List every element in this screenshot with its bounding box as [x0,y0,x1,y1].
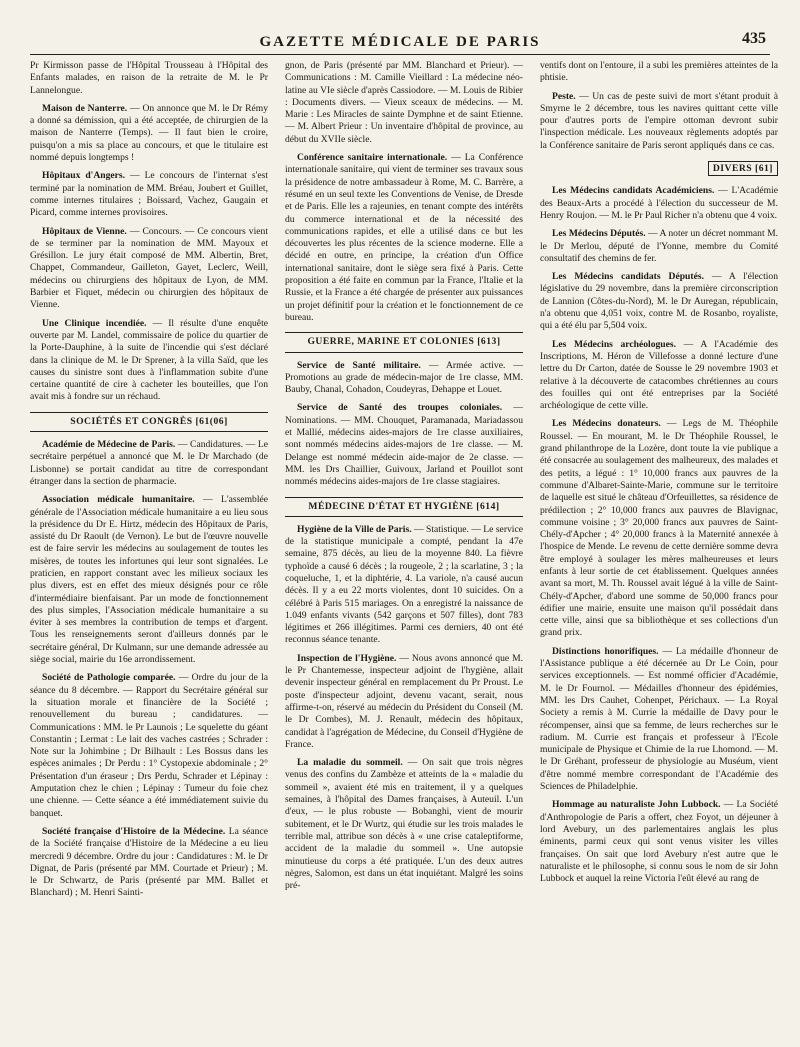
article-text: — La médaille d'honneur de l'Assistance publique a été décernée au Dr Le Coin, pour services exceptionnels. — Est nommé officier d'Académie, M. le Dr Fournol. — Médailles d'honneur des épidémies, MM. les Drs Cauhet, Cohenpet, Périchaux. — La Royal Society a remis à M. Currie la médaille de Davy pour le récompenser, ainsi que sa femme, de leurs recherches sur le radium. M. Currie est français et professeur à l'Ecole municipale de Physique et Chimie de la rue Lhomond. — M. le Dr Gréhant, professeur de physiologie au Muséum, vient d'être nommé membre correspondant de l'Académie des Sciences de Philadelphie. [540,645,778,793]
article-heading: Société de Pathologie comparée. [42,672,176,684]
article-heading: Inspection de l'Hygiène. [297,652,397,664]
article-hygiene-paris [285,524,523,647]
article-angers [30,170,268,219]
article-academie [30,439,268,488]
article-sommeil-cont [540,60,778,85]
article-pathologie [30,672,268,820]
article-text: — L'Académie des Beaux-Arts a procédé à l'élection du successeur de M. Henry Roujon. — M. le Pr Paul Richer n'a obtenu que 4 voix. [540,185,778,221]
article-peste [540,91,778,152]
article-heading: Service de Santé militaire. [297,359,421,371]
section-heading-guerre: GUERRE, MARINE ET COLONIES [613] [285,332,523,352]
article-heading: Hôpitaux de Vienne. [42,225,127,237]
article-text: — Statistique. — Le service de la statistique municipale a compté, pendant la 47e semaine, 875 décès, au lieu de la moyenne 840. La fièvre typhoïde a causé 6 décès ; la rougeole, 2 ; la scarlatine, 3 ; la coqueluche, 1, et la diphtérie, 4. La variole, n'a causé aucun décès. Il y a eu 22 morts violentes, dont 10 suicides. On a célébré à Paris 515 mariages. On a enregistré la naissance de 1.049 enfants vivants (542 garçons et 507 filles), dont 783 légitimes et 266 illégitimes. Parmi ces derniers, 40 ont été reconnus séance tenante. [285,523,523,646]
column-1 [30,60,268,906]
article-academiciens [540,185,778,222]
column-2 [285,60,523,898]
article-heading: Les Médecins donateurs. [552,418,661,430]
article-heading: Conférence sanitaire internationale. [297,152,448,164]
column-3 [540,60,778,891]
section-label: DIVERS [61] [708,161,778,176]
article-lubbock [540,799,778,885]
article-heading: Distinctions honorifiques. [552,645,659,657]
article-text: — On annonce que M. le Dr Rémy a donné sa démission, qui a été acceptée, de chirurgien de la maison de Nanterre (Temps). — Il faut bien le croire, puisqu'on a mis sa place au concours, et que le titulaire est nommé depuis longtemps ! [30,102,268,164]
article-clinique [30,318,268,404]
article-text: La séance de la Société française d'Histoire de la Médecine a eu lieu mercredi 9 décembre. Ordre du jour : Candidatures : M. le Dr Dignat, de Paris (présenté par MM. Courtade et Prieur) ; M. le Dr Schwartz, de Paris (présenté par MM. Ballet et Blanchard) ; M. Henri Sainti- [30,825,268,899]
article-text: — A l'élection législative du 29 novembre, dans la première circonscription de Lannion (Côtes-du-Nord), M. le Dr Auregan, républicain, n'a obtenu que 4,051 voix, contre M. de Rosanbo, royaliste, qui a été élu par 5,504 voix. [540,271,778,332]
article-text: — Un cas de peste suivi de mort s'étant produit à Smyrne le 2 décembre, tous les navires quittant cette ville pour d'autres ports de l'empire ottoman devront subir l'inspection médicale. Les nouveaux règlements adoptés par la Conférence sanitaire de Paris seront appliqués dans ce cas. [540,90,778,151]
article-text: — La Conférence internationale sanitaire, qui vient de terminer ses travaux sous la présidence de notre ambassadeur à Rome, M. C. Barrère, a résumé en un seul texte les Conventions de Venise, de Dresde et de Paris. Elle les a rajeunies, en tenant compte des intérêts du commerce international et de la nécessité des communications rapides, et elle a utilisé dans ce but les découvertes les plus récentes de la science moderne. Elle a décidé en outre, en principe, la création d'un Office international sanitaire, dont le siège sera fixé à Paris. Cette proposition a été faite en commun par la France, l'Italie et la Russie, et la France a été chargée de présenter aux puissances un projet définitif pour la création et le fonctionnement de ce bureau. [285,152,524,323]
article-text: — Il résulte d'une enquête ouverte par M. Landel, commissaire de police du quartier de la Porte-Dauphine, à la suite de l'incendie qui s'est déclaré dans la clinique de M. le Dr Sprener, à la villa Saïd, que les causes du sinistre sont dues à l'inflammation subite d'une certaine quantité de cire à cacheter les bouteilles, que l'on avait mis à fondre sur un réchaud. [30,317,268,403]
page-number: 435 [742,30,766,47]
journal-title: GAZETTE MÉDICALE DE PARIS [259,34,541,50]
article-text: ventifs dont on l'entoure, il a subi les premières atteintes de la phtisie. [540,60,778,84]
section-heading-societes: SOCIÉTÉS ET CONGRÈS [61(06] [30,412,268,432]
article-conference [285,152,523,324]
article-distinctions [540,646,778,794]
article-donateurs [540,418,778,639]
article-heading: Académie de Médecine de Paris. [42,439,176,451]
article-heading: La maladie du sommeil. [297,757,403,769]
article-candidats-deputes [540,271,778,332]
running-header [0,30,800,58]
article-histoire [30,826,268,900]
article-heading: Les Médecins archéologues. [552,338,677,350]
article-text: — On sait que trois nègres venus des confins du Zambèze et atteints de la « maladie du sommeil », avaient été mis en traitement, il y a quelques semaines, à l'hôpital des Dames françaises, à Auteuil. L'un d'eux, — le plus robuste — Bobanghi, vient de mourir subitement, et le Dr Wurtz, qui étudie sur les trois malades le terrible mal, attribue son décès à « une crise cataleptiforme, accident de la maladie du sommeil ». Une autopsie minutieuse du corps a été pratiquée. L'un des deux autres nègres, Salomon, est dans un état inquiétant. Malgré les soins pré- [285,757,524,892]
section-heading-hygiene: MÉDECINE D'ÉTAT ET HYGIÈNE [614] [285,497,523,517]
article-heading: Association médicale humanitaire. [42,494,195,506]
article-text: — La Société d'Anthropologie de Paris a offert, chez Foyot, un déjeuner à lord Avebury, un des parlementaires anglais les plus éminents, parmi ceux qui sont venus visiter les villes françaises. On sait que lord Avebury n'est autre que le naturaliste et le philosophe, si connu sous le nom de sir John Lubbock et auquel la reine Victoria l'eût élevé au rang de [540,799,778,885]
article-heading: Une Clinique incendiée. [42,317,147,329]
article-troupes-coloniales [285,402,523,488]
section-heading-divers [540,160,778,178]
article-heading: Hommage au naturaliste John Lubbock. [552,799,721,811]
article-kirmisson [30,60,268,97]
article-histoire-cont [285,60,523,146]
article-nanterre [30,103,268,164]
header-rule [30,54,770,55]
article-text: gnon, de Paris (présenté par MM. Blanchard et Prieur). — Communications : M. Camille Vieillard : La médecine néo-latine au VIe siècle d'après Cassiodore. — M. Louis de Ribier : Documents divers. — Vieux sceaux de médecins. — M. Marie : Les Miracles de sainte Dymphne et de saint Etienne. — M. Albert Prieur : Un inventaire d'hôpital de province, au début du XVIIe siècle. [285,60,523,145]
article-heading: Les Médecins Députés. [552,228,646,240]
article-text: — Armée active. — Promotions au grade de médecin-major de 1re classe, MM. Bauby, Chanal, Cohadon, Coudeyras, Dehappe et Louet. [285,359,524,396]
article-text: — Candidatures. — Le secrétaire perpétuel a annoncé que M. le Dr Marchado (de Lisbonne) se portait candidat au titre de correspondant étranger dans la section de pharmacie. [30,439,268,487]
article-heading: Peste. [552,90,576,102]
article-sommeil [285,757,523,892]
article-heading: Société française d'Histoire de la Médecine. [42,825,226,837]
article-deputes [540,228,778,265]
article-heading: Hygiène de la Ville de Paris. [297,523,412,535]
article-text: — A noter un décret nommant M. le Dr Merlou, député de l'Yonne, membre du Comité consultatif des chemins de fer. [540,228,778,264]
article-text: — Nous avons annoncé que M. le Pr Chantemesse, inspecteur adjoint de l'hygiène, allait devenir inspecteur général en remplacement du Pr Proust. Le poste d'inspecteur adjoint, devenu vacant, serait, nous affirme-t-on, réservé au médecin du Président du Conseil (M. le Dr Combes), M. J. Renault, médecin des hôpitaux, candidat à l'agrégation de Médecine, du Conseil d'Hygiène de France. [285,652,523,750]
article-heading: Service de Santé des troupes coloniales. [297,402,503,414]
article-text: — Concours. — Ce concours vient de se terminer par la nomination de MM. Mayoux et Grésillon. Le jury était composé de MM. Albertin, Bret, Chappet, Commandeur, Gailleton, Gayet, Leclerc, Weill, médecins ou chirurgiens des hôpitaux de Lyon, de MM. Barbier et Fiquet, médecin ou chirurgien des hôpitaux de Vienne. [30,225,268,311]
article-heading: Les Médecins candidats Académiciens. [552,185,715,197]
article-text: — Nominations. — MM. Chouquet, Paramanada, Mariadassou et Mallié, médecins aides-majors de 1re classe auxiliaires, sont nommés médecins aides-majors de 1re classe. — M. Delange est nommé médecin aide-major de 2e classe. — MM. les Drs Chaillier, Guivoux, Jarland et Pouillot sont nommés médecins aides-majors de 1re classe stagiaires. [285,402,523,488]
article-heading: Les Médecins candidats Députés. [552,271,704,283]
article-text: — Legs de M. Théophile Roussel. — En mourant, M. le Dr Théophile Roussel, le grand philanthrope de la Lozère, dont toute la vie publique a été consacrée au soulagement des malheureux, des malades et des petits, a légué : 1° 10,000 francs aux pauvres de la commune d'Albaret-Sainte-Marie, commune sur le territoire de laquelle est situé le château d'Orfeuillettes, sa résidence de prédilection ; 2° 10,000 francs aux pauvres de Blavignac, commune voisine ; 3° 20,000 francs aux pauvres de Saint-Chély-d'Apcher ; 4° 20,000 francs à la Maternité annexée à l'hospice de Mende. Le revenu de cette dernière somme devra être employé à soulager les mères malheureuses et leurs enfants à leur sortie de cet établissement. Quelques années avant sa mort, M. Th. Roussel avait légué à la ville de Saint-Chély-d'Apcher, d'abord une somme de 50,000 francs pour édifier une mairie, ensuite une maison qu'il possédait dans cette ville, ainsi que sa bibliothèque et ses collections d'un grand prix. [540,418,778,639]
article-text: — Ordre du jour de la séance du 8 décembre. — Rapport du Secrétaire général sur la situation morale et financière de la Société ; renouvellement du bureau ; candidatures. — Communications : MM. le Pr Launois ; Le squelette du géant Constantin ; Lermat : Le lait des vaches castrées ; Schrader : Note sur la Johimbine ; Dr Bilhault : Les Bossus dans les espèces animales ; Dr Perdu : 1° Cystopexie abdominale ; 2° Présentation d'un éraseur ; Drs Perdu, Schrader et Lépinay : Amputation chez le chien ; Lépinay : Tumeur du foie chez une chienne. — Cette séance a été immédiatement suivie du banquet. [30,672,268,819]
article-text: — Le concours de l'internat s'est terminé par la nomination de MM. Bréau, Joubert et Guillet, comme internes titulaires ; Boissard, Vachez, Gaugain et Picard, comme internes provisoires. [30,170,269,219]
article-heading: Hôpitaux d'Angers. [42,170,126,182]
article-heading: Maison de Nanterre. [42,102,128,114]
article-text: — L'assemblée générale de l'Association médicale humanitaire a eu lieu sous la présidence du Dr E. Hirtz, médecin des Hôpitaux de Paris, assisté du Dr Raoult (de Vernon). Le but de l'œuvre nouvelle est de faire servir les médecins au soulagement de toutes les misères, de toutes les infortunes qui leur sont signalées. Le praticien, en rapport constant avec les milieux sociaux les plus divers, est en effet des mieux désignés pour ce rôle d'intermédiaire bienfaisant. Par un mode de fonctionnement des plus simples, l'Association médicale humanitaire a su éviter à ses membres la contribution de temps et d'argent. Tous les renseignements seront d'ailleurs donnés par le secrétaire général, Dr Kulmann, sur une demande adressée au siège social, mairie du 16e arrondissement. [30,494,269,666]
article-sante-militaire [285,360,523,397]
article-vienne [30,226,268,312]
article-inspection [285,653,523,751]
article-text: Pr Kirmisson passe de l'Hôpital Trousseau à l'Hôpital des Enfants malades, en raison de la retraite de M. le Pr Lannelongue. [30,60,268,96]
article-association [30,494,268,666]
article-text: — A l'Académie des Inscriptions, M. Héron de Villefosse a donné lecture d'une lettre du Dr Carton, datée de Sousse le 29 novembre 1903 et relative à la découverte de catacombes chrétiennes au cours des fouilles qui ont été entreprises par la Société archéologique de cette ville. [540,338,778,412]
article-archeologues [540,339,778,413]
